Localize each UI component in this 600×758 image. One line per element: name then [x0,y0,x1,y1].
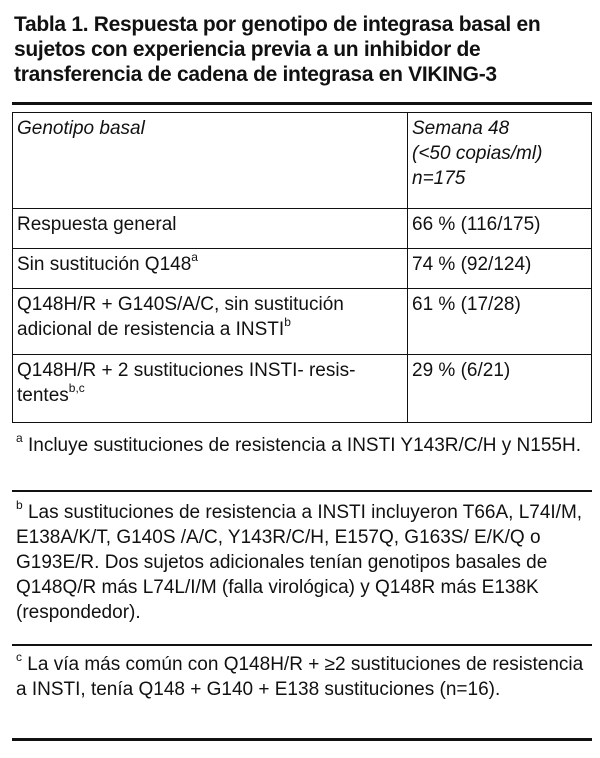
table-header-row [13,113,592,209]
header-week48-line3: n=175 [412,168,466,189]
footnote-marker: a [16,430,23,445]
row-label: Q148H/R + 2 sustituciones INSTI- resis- tentes$^{b,c}$ [13,355,408,423]
footnote-c: $^c$ La vía más común con Q148H/R + ≥2 sustituciones de resistencia a INSTI, tenía Q148 + G140 + E138 sustituciones (n=16). [16,649,584,700]
row-label: Respuesta general [13,209,408,249]
bottom-rule [12,738,592,741]
table-row [13,249,592,289]
header-genotype: Genotipo basal [13,113,408,209]
footnote-marker: c [16,649,22,664]
row-value: 61 % (17/28) [408,289,592,355]
footnote-divider [12,644,592,646]
row-label: Q148H/R + G140S/A/C, sin sustitución adicional de resistencia a INSTI$^b$ [13,289,408,355]
row-value: 66 % (116/175) [408,209,592,249]
header-week48-line1: Semana 48 [412,118,510,139]
header-week48-line2: (<50 copias/ml) [412,143,543,164]
table-row [13,355,592,423]
footnote-marker: b [16,497,23,512]
footnote-a: $^a$ Incluye sustituciones de resistencia a INSTI Y143R/C/H y N155H. [16,430,581,456]
footnote-ref: a [191,249,198,264]
table-row [13,289,592,355]
title-rule [12,102,592,105]
table-row [13,209,592,249]
row-value: 74 % (92/124) [408,249,592,289]
footnote-divider [12,490,592,492]
footnote-ref: b,c [68,380,85,395]
table-title: Tabla 1. Respuesta por genotipo de integrasa basal en sujetos con experiencia previa a un inhibidor de transferencia de cadena de integrasa en VIKING-3 [14,13,541,86]
footnote-ref: b [284,314,291,329]
header-week48 [408,113,592,209]
row-value: 29 % (6/21) [408,355,592,423]
footnote-b: $^b$ Las sustituciones de resistencia a INSTI incluyeron T66A, L74I/M, E138A/K/T, G140S /A/C, Y143R/C/H, E157Q, G163S/ E/K/Q o G193E/R. Dos sujetos adicionales tenían genotipos basales de Q148Q/R más L74L/I/M (falla virológica) y Q148R más E138K (respondedor). [16,497,583,623]
row-label: Sin sustitución Q148$^a$ [13,249,408,289]
response-table [12,112,592,423]
